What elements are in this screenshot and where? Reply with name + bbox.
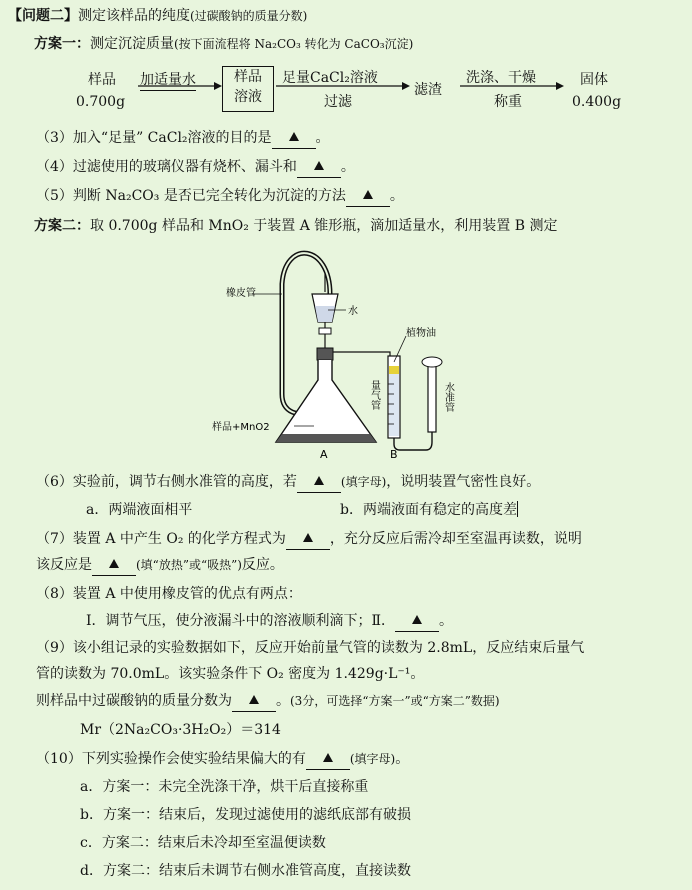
flow-residue: 滤渣: [414, 82, 442, 98]
title-note: (过碳酸钠的质量分数): [190, 9, 308, 23]
q10-option-d: d．方案二：结束后未调节右侧水准管高度，直接读数: [80, 863, 411, 879]
q7-line1b: ，充分反应后需冷却至室温再读数，说明: [329, 531, 582, 547]
conical-flask: [276, 360, 376, 442]
title-text: 测定该样品的纯度: [78, 8, 190, 24]
question-7-line2: [36, 555, 284, 576]
scheme2-heading: [34, 216, 557, 236]
triangle-icon: [412, 615, 422, 624]
answer-blank: [346, 186, 390, 207]
apparatus-diagram: [200, 244, 480, 466]
q6-option-b-text: b．两端液面有稳定的高度差: [340, 502, 517, 518]
scheme1-heading: [34, 34, 413, 54]
q6-hint: (填字母): [340, 475, 387, 489]
q10-stem: （10）下列实验操作会使实验结果偏大的有: [36, 751, 306, 767]
q6-option-b: [340, 500, 518, 520]
level-tube: [428, 362, 436, 432]
triangle-icon: [249, 695, 259, 704]
label-sample-mix: 样品+MnO2: [212, 422, 270, 433]
flow-step3-bottom: 称重: [494, 94, 522, 110]
triangle-icon: [314, 161, 324, 170]
flow-arrow-3: [460, 80, 564, 92]
question-3: （3）加入“足量” CaCl₂溶液的目的是 。: [36, 128, 330, 149]
flow-arrow-2: [276, 80, 410, 92]
answer-blank: [232, 691, 276, 712]
question-9-line3: 则样品中过碳酸钠的质量分数为 。(3分，可选择“方案一”或“方案二”数据): [36, 691, 500, 712]
flow-sample-mass: 0.700g: [76, 94, 126, 110]
flow-sample: 样品: [88, 72, 116, 88]
label-level-tube: 水准管: [442, 382, 454, 412]
q4-text: （4）过滤使用的玻璃仪器有烧杯、漏斗和: [36, 159, 297, 175]
q10-option-c: c．方案二：结束后未冷却至室温便读数: [80, 835, 326, 851]
question-5: （5）判断 Na₂CO₃ 是否已完全转化为沉淀的方法 。: [36, 186, 404, 207]
flow-solid-mass: 0.400g: [572, 94, 622, 110]
stopper: [317, 348, 333, 360]
question-6: [36, 472, 540, 493]
flow-step3-top: 洗涤、干燥: [466, 70, 536, 86]
answer-blank: [286, 529, 330, 550]
scheme1-text: 测定沉淀质量: [90, 36, 174, 52]
question-7-line1: [36, 529, 582, 550]
question-8: （8）装置 A 中使用橡皮管的优点有两点：: [36, 586, 302, 602]
answer-blank: [297, 472, 341, 493]
q3-text: （3）加入“足量” CaCl₂溶液的目的是: [36, 130, 272, 146]
label-oil: 植物油: [406, 328, 436, 339]
text-cursor: [517, 501, 518, 517]
scheme1-label: 方案一：: [34, 36, 90, 52]
answer-blank: [92, 555, 136, 576]
flow-box-line2: 溶液: [234, 89, 262, 105]
title-bracket: 【问题二】: [8, 8, 78, 24]
question-9-line1: （9）该小组记录的实验数据如下，反应开始前量气管的读数为 2.8mL，反应结束后量气: [36, 640, 585, 656]
q5-text: （5）判断 Na₂CO₃ 是否已完全转化为沉淀的方法: [36, 188, 346, 204]
question-9-line2: 管的读数为 70.0mL。该实验条件下 O₂ 密度为 1.429g·L⁻¹。: [36, 666, 425, 682]
scheme1-note: (按下面流程将 Na₂CO₃ 转化为 CaCO₃沉淀): [174, 37, 414, 51]
molar-mass: Mr（2Na₂CO₃·3H₂O₂）＝314: [80, 722, 281, 738]
label-rubber-tube: 橡皮管: [226, 288, 256, 299]
flow-solid: 固体: [580, 72, 608, 88]
flow-step2-bottom: 过滤: [324, 94, 352, 110]
q10-hint: (填字母): [349, 752, 396, 766]
q9-hint: (3分，可选择“方案一”或“方案二”数据): [290, 694, 500, 708]
flow-solution-box: [222, 66, 274, 112]
answer-blank: [297, 157, 341, 178]
q6-stem: （6）实验前，调节右侧水准管的高度，若: [36, 474, 297, 490]
question-8-item: Ⅰ．调节气压，使分液漏斗中的溶液顺利滴下；Ⅱ． 。: [86, 611, 453, 632]
q9-line3-text: 则样品中过碳酸钠的质量分数为: [36, 693, 232, 709]
q6-tail: ，说明装置气密性良好。: [386, 474, 541, 490]
q6-option-a: a．两端液面相平: [86, 502, 193, 518]
answer-blank: [272, 128, 316, 149]
q7-line2a: 该反应是: [36, 557, 92, 573]
flow-arrow-1: [138, 80, 222, 92]
q7-line2b: 反应。: [241, 557, 284, 573]
q8-item-text: Ⅰ．调节气压，使分液漏斗中的溶液顺利滴下；Ⅱ．: [86, 613, 396, 629]
flow-step2-top: 足量CaCl₂溶液: [282, 70, 378, 86]
q10-option-a: a．方案一：未完全洗涤干净，烘干后直接称重: [80, 779, 369, 795]
scheme2-label: 方案二：: [34, 218, 90, 234]
triangle-icon: [363, 190, 373, 199]
q7-line1a: （7）装置 A 中产生 O₂ 的化学方程式为: [36, 531, 286, 547]
question-10: （10）下列实验操作会使实验结果偏大的有 (填字母)。: [36, 749, 409, 770]
triangle-icon: [323, 753, 333, 762]
label-a: A: [320, 448, 328, 461]
problem-title: [8, 6, 307, 26]
label-gas-tube: 量气管: [368, 380, 380, 410]
label-b: B: [390, 448, 398, 461]
triangle-icon: [109, 559, 119, 568]
flow-box-line1: 样品: [234, 69, 262, 85]
answer-blank: [395, 611, 439, 632]
scheme2-text: 取 0.700g 样品和 MnO₂ 于装置 A 锥形瓶，滴加适量水，利用装置 B 测定: [90, 218, 558, 234]
answer-blank: [306, 749, 350, 770]
label-water: 水: [348, 306, 358, 317]
triangle-icon: [303, 533, 313, 542]
q10-option-b: b．方案一：结束后，发现过滤使用的滤纸底部有破损: [80, 807, 411, 823]
q7-hint: (填“放热”或“吸热”): [136, 558, 242, 572]
flow-step1: 加适量水: [140, 70, 196, 91]
question-4: （4）过滤使用的玻璃仪器有烧杯、漏斗和 。: [36, 157, 355, 178]
triangle-icon: [314, 476, 324, 485]
triangle-icon: [289, 132, 299, 141]
